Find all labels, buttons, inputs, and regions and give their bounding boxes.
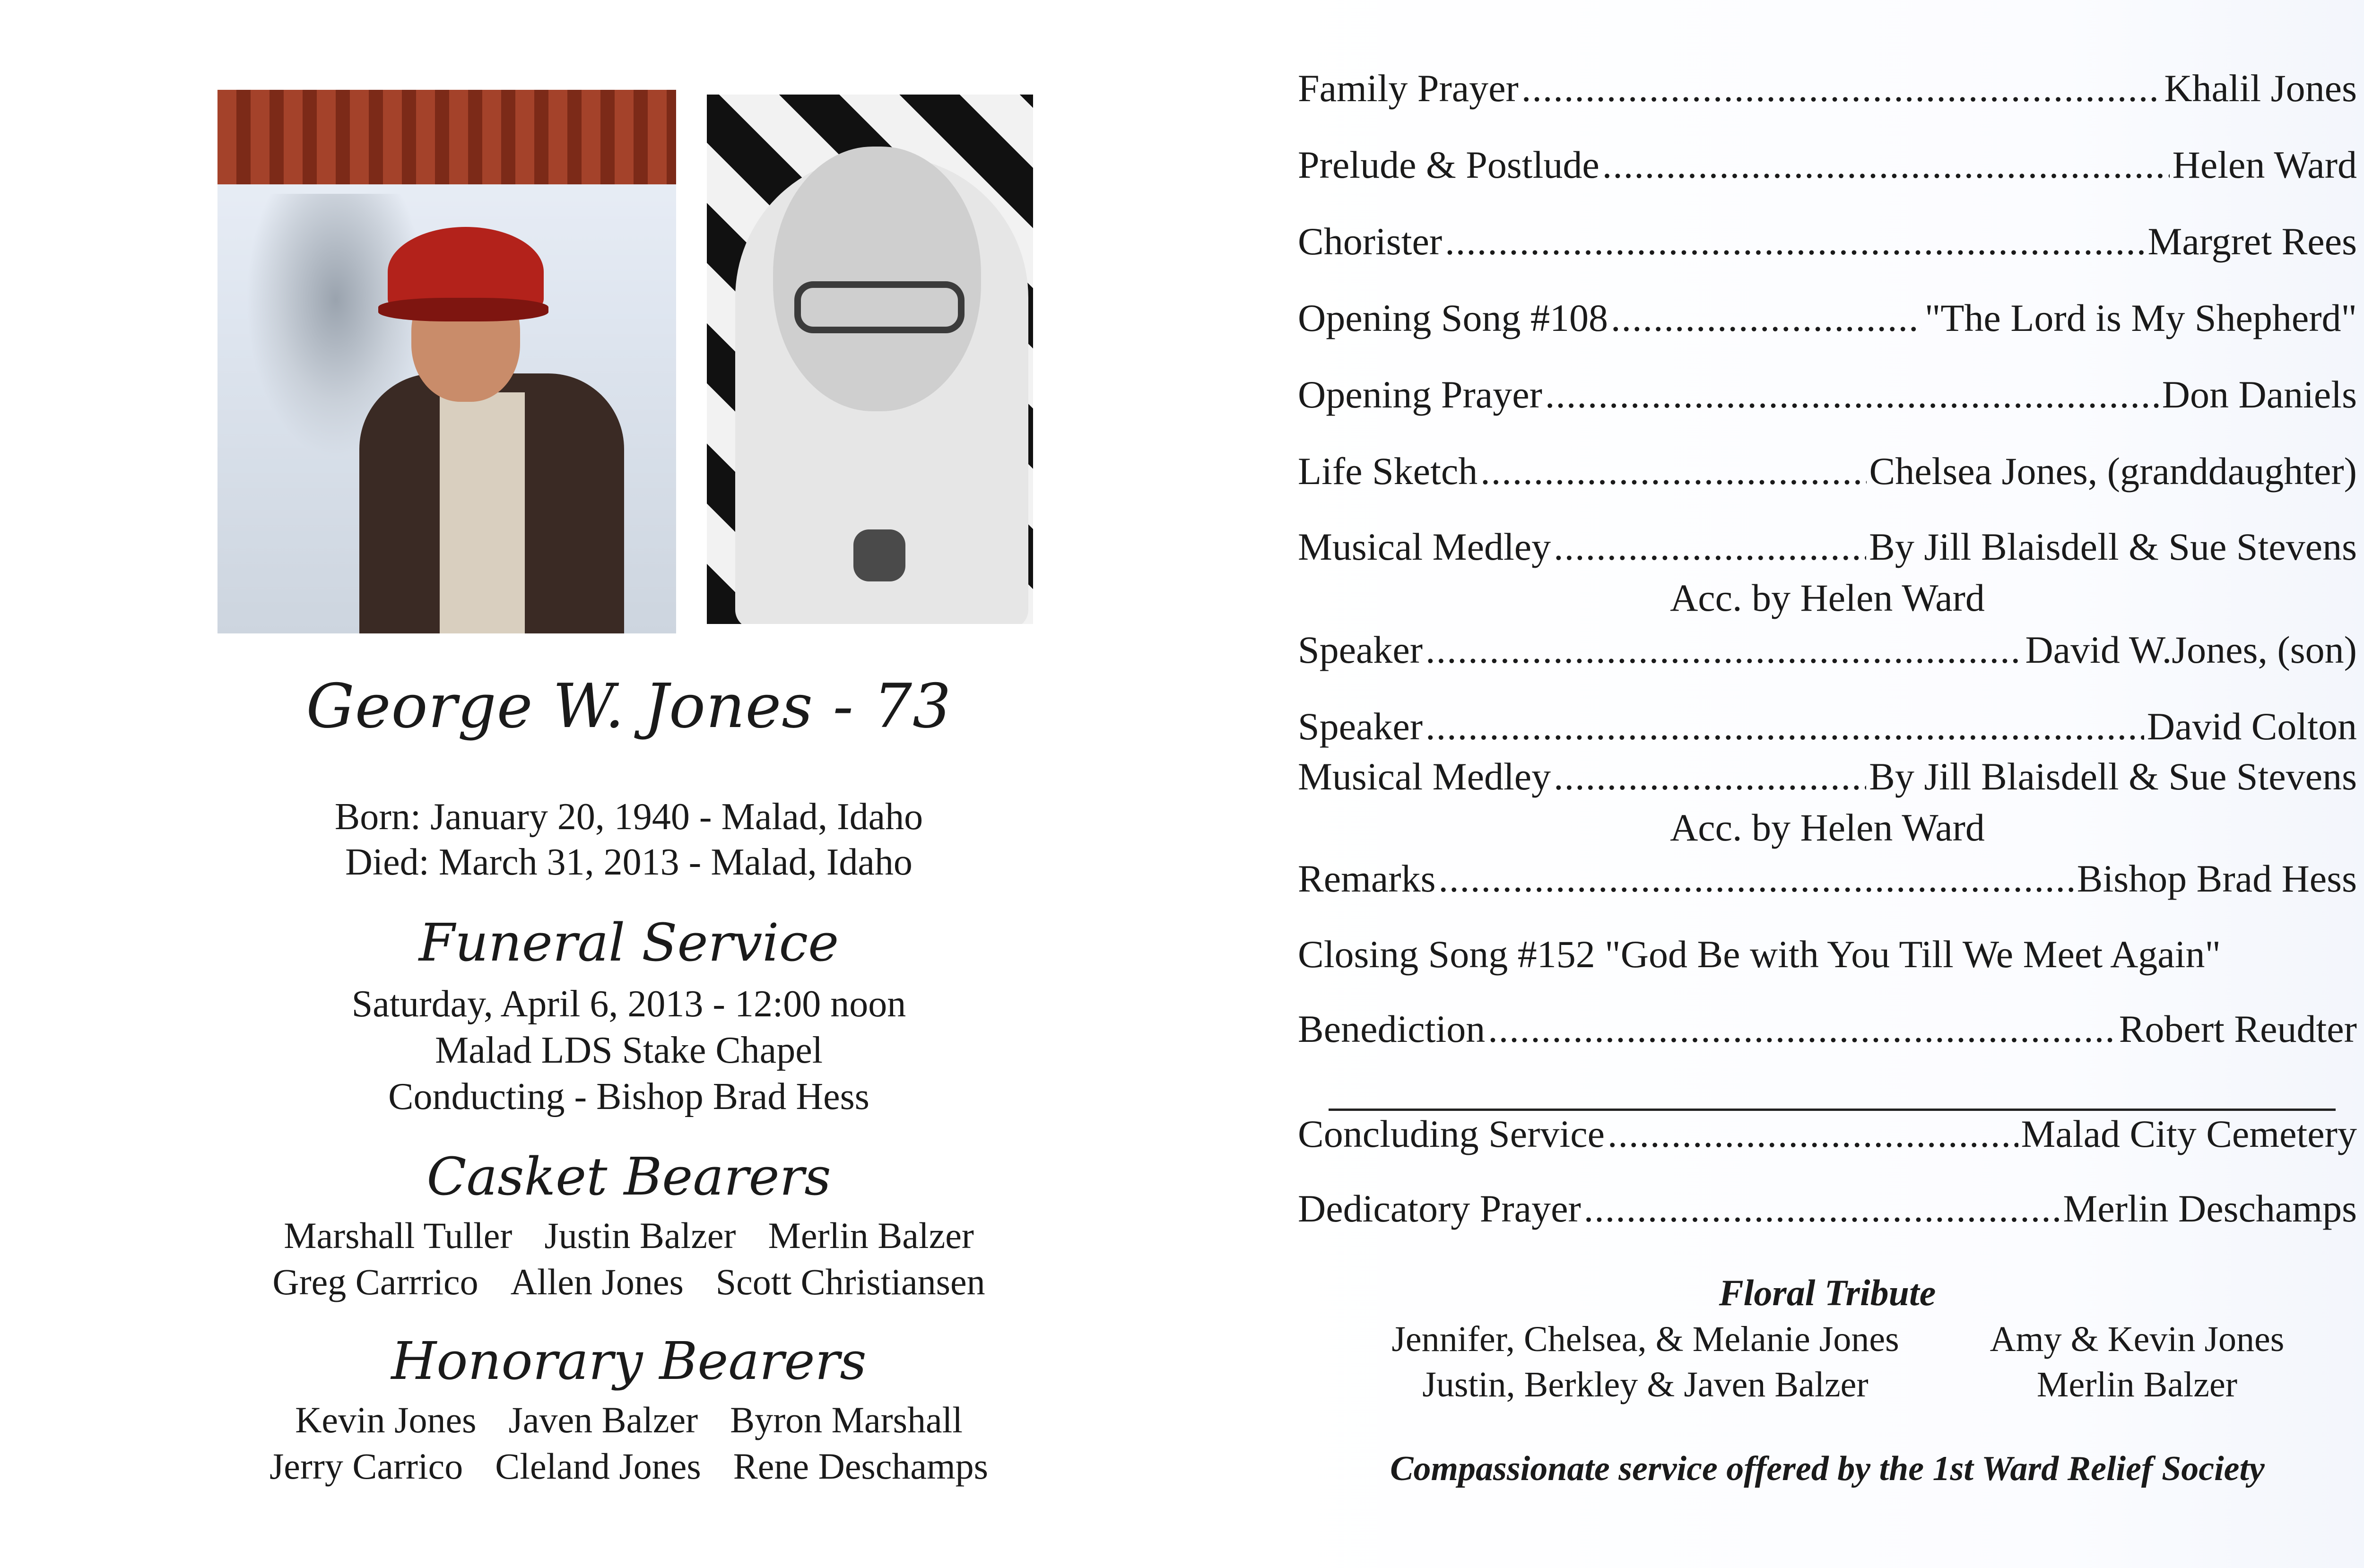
bearer-name: Justin Balzer xyxy=(544,1215,736,1256)
floral-tribute-heading: Floral Tribute xyxy=(1719,1272,1936,1313)
program-row xyxy=(1298,628,2357,672)
leader-dots xyxy=(1438,857,2074,901)
program-row xyxy=(1298,754,2357,799)
floral-name: Jennifer, Chelsea, & Melanie Jones xyxy=(1391,1319,1899,1359)
man-shirt xyxy=(440,392,525,633)
leader-dots xyxy=(1545,373,2159,417)
bolo-tie xyxy=(853,529,905,581)
program-value: Don Daniels xyxy=(2162,373,2357,416)
floral-name: Justin, Berkley & Javen Balzer xyxy=(1422,1365,1869,1404)
program-label: Family Prayer xyxy=(1298,67,1519,110)
program-label: Remarks xyxy=(1298,857,1436,900)
bearer-name: Merlin Balzer xyxy=(768,1215,974,1256)
program-row xyxy=(1298,373,2357,417)
leader-dots xyxy=(1445,219,2145,264)
program-value: By Jill Blaisdell & Sue Stevens xyxy=(1869,525,2357,568)
program-row xyxy=(1298,143,2357,187)
program-value: Robert Reudter xyxy=(2119,1007,2357,1050)
honorary-bearers-heading: Honorary Bearers xyxy=(391,1331,867,1391)
program-value: Bishop Brad Hess xyxy=(2077,857,2357,900)
program-value: Chelsea Jones, (granddaughter) xyxy=(1869,450,2357,493)
porch-roof xyxy=(217,90,676,184)
accompanist-line: Acc. by Helen Ward xyxy=(1670,576,1985,619)
program-row xyxy=(1298,219,2357,264)
honorary-row xyxy=(0,1397,1258,1443)
relief-society-footer: Compassionate service offered by the 1st Ward Relief Society xyxy=(1390,1449,2265,1488)
program-row xyxy=(1298,1007,2357,1051)
program-value: "The Lord is My Shepherd" xyxy=(1924,296,2357,339)
program-value: David Colton xyxy=(2147,705,2357,748)
bearer-name: Greg Carrrico xyxy=(272,1261,478,1302)
program-row xyxy=(1298,449,2357,494)
program-label: Life Sketch xyxy=(1298,450,1478,493)
program-value: Khalil Jones xyxy=(2164,67,2357,110)
program-label: Benediction xyxy=(1298,1007,1486,1050)
eyeglasses xyxy=(794,281,965,333)
program-label: Speaker xyxy=(1298,705,1423,748)
honorary-bearers-list xyxy=(0,1397,1258,1490)
service-details xyxy=(0,981,1258,1120)
leader-dots xyxy=(1602,143,2170,187)
leader-dots xyxy=(1425,628,2022,672)
program-value: Helen Ward xyxy=(2172,143,2357,186)
floral-tribute-col1 xyxy=(1352,1317,1938,1407)
service-location: Malad LDS Stake Chapel xyxy=(435,1030,823,1071)
accompanist-line: Acc. by Helen Ward xyxy=(1670,806,1985,849)
red-hat-brim xyxy=(378,298,548,321)
section-divider xyxy=(1329,1109,2336,1111)
service-date: Saturday, April 6, 2013 - 12:00 noon xyxy=(351,983,906,1025)
bearer-name: Javen Balzer xyxy=(508,1399,698,1440)
casket-bearers-list xyxy=(0,1213,1258,1305)
program-label: Prelude & Postlude xyxy=(1298,143,1599,186)
floral-name: Amy & Kevin Jones xyxy=(1990,1319,2285,1359)
leader-dots xyxy=(1584,1187,2060,1231)
bearer-name: Scott Christiansen xyxy=(715,1261,985,1302)
bearer-name: Byron Marshall xyxy=(730,1399,963,1440)
deceased-name: George W. Jones - 73 xyxy=(306,671,952,742)
program-row xyxy=(1298,1112,2357,1156)
casket-bearers-heading: Casket Bearers xyxy=(426,1146,831,1207)
life-dates xyxy=(0,794,1258,885)
leader-dots xyxy=(1554,525,1866,569)
program-label: Opening Song #108 xyxy=(1298,296,1608,339)
program-row xyxy=(1298,704,2357,749)
leader-dots xyxy=(1521,66,2161,111)
bearer-name: Rene Deschamps xyxy=(733,1446,989,1487)
bearer-name: Marshall Tuller xyxy=(284,1215,513,1256)
bearer-name: Jerry Carrico xyxy=(269,1446,463,1487)
program-label: Closing Song #152 "God Be with You Till We Meet Again" xyxy=(1298,933,2221,976)
program-label: Speaker xyxy=(1298,628,1423,671)
program-value: Margret Rees xyxy=(2147,220,2357,263)
man-head xyxy=(773,147,981,411)
program-row xyxy=(1298,1187,2357,1231)
bearer-name: Allen Jones xyxy=(510,1261,684,1302)
program-label: Chorister xyxy=(1298,220,1443,263)
born-line: Born: January 20, 1940 - Malad, Idaho xyxy=(334,796,923,838)
program-label: Concluding Service xyxy=(1298,1112,1605,1155)
program-value: By Jill Blaisdell & Sue Stevens xyxy=(1869,755,2357,798)
program-value: Merlin Deschamps xyxy=(2063,1187,2357,1230)
program-label: Opening Prayer xyxy=(1298,373,1542,416)
portrait-photo-winter xyxy=(217,90,676,633)
casket-row xyxy=(0,1259,1258,1305)
bearer-name: Cleland Jones xyxy=(495,1446,701,1487)
program-row xyxy=(1298,857,2357,901)
bearer-name: Kevin Jones xyxy=(295,1399,477,1440)
casket-row xyxy=(0,1213,1258,1259)
leader-dots xyxy=(1488,1007,2116,1051)
program-label: Musical Medley xyxy=(1298,525,1551,568)
service-conducting: Conducting - Bishop Brad Hess xyxy=(388,1076,869,1118)
floral-tribute-col2 xyxy=(1967,1317,2307,1407)
program-row xyxy=(1298,525,2357,569)
died-line: Died: March 31, 2013 - Malad, Idaho xyxy=(345,841,913,883)
program-row xyxy=(1298,296,2357,340)
leader-dots xyxy=(1608,1112,2018,1156)
honorary-row xyxy=(0,1443,1258,1490)
program-label: Musical Medley xyxy=(1298,755,1551,798)
portrait-photo-bw xyxy=(707,95,1033,624)
program-value: David W.Jones, (son) xyxy=(2025,628,2357,671)
program-row xyxy=(1298,932,2357,977)
leader-dots xyxy=(1425,704,2144,749)
program-value: Malad City Cemetery xyxy=(2021,1112,2357,1155)
floral-name: Merlin Balzer xyxy=(2036,1365,2238,1404)
leader-dots xyxy=(1480,449,1866,494)
program-label: Dedicatory Prayer xyxy=(1298,1187,1581,1230)
leader-dots xyxy=(1611,296,1922,340)
program-row xyxy=(1298,66,2357,111)
funeral-service-heading: Funeral Service xyxy=(418,912,839,973)
leader-dots xyxy=(1554,754,1866,799)
